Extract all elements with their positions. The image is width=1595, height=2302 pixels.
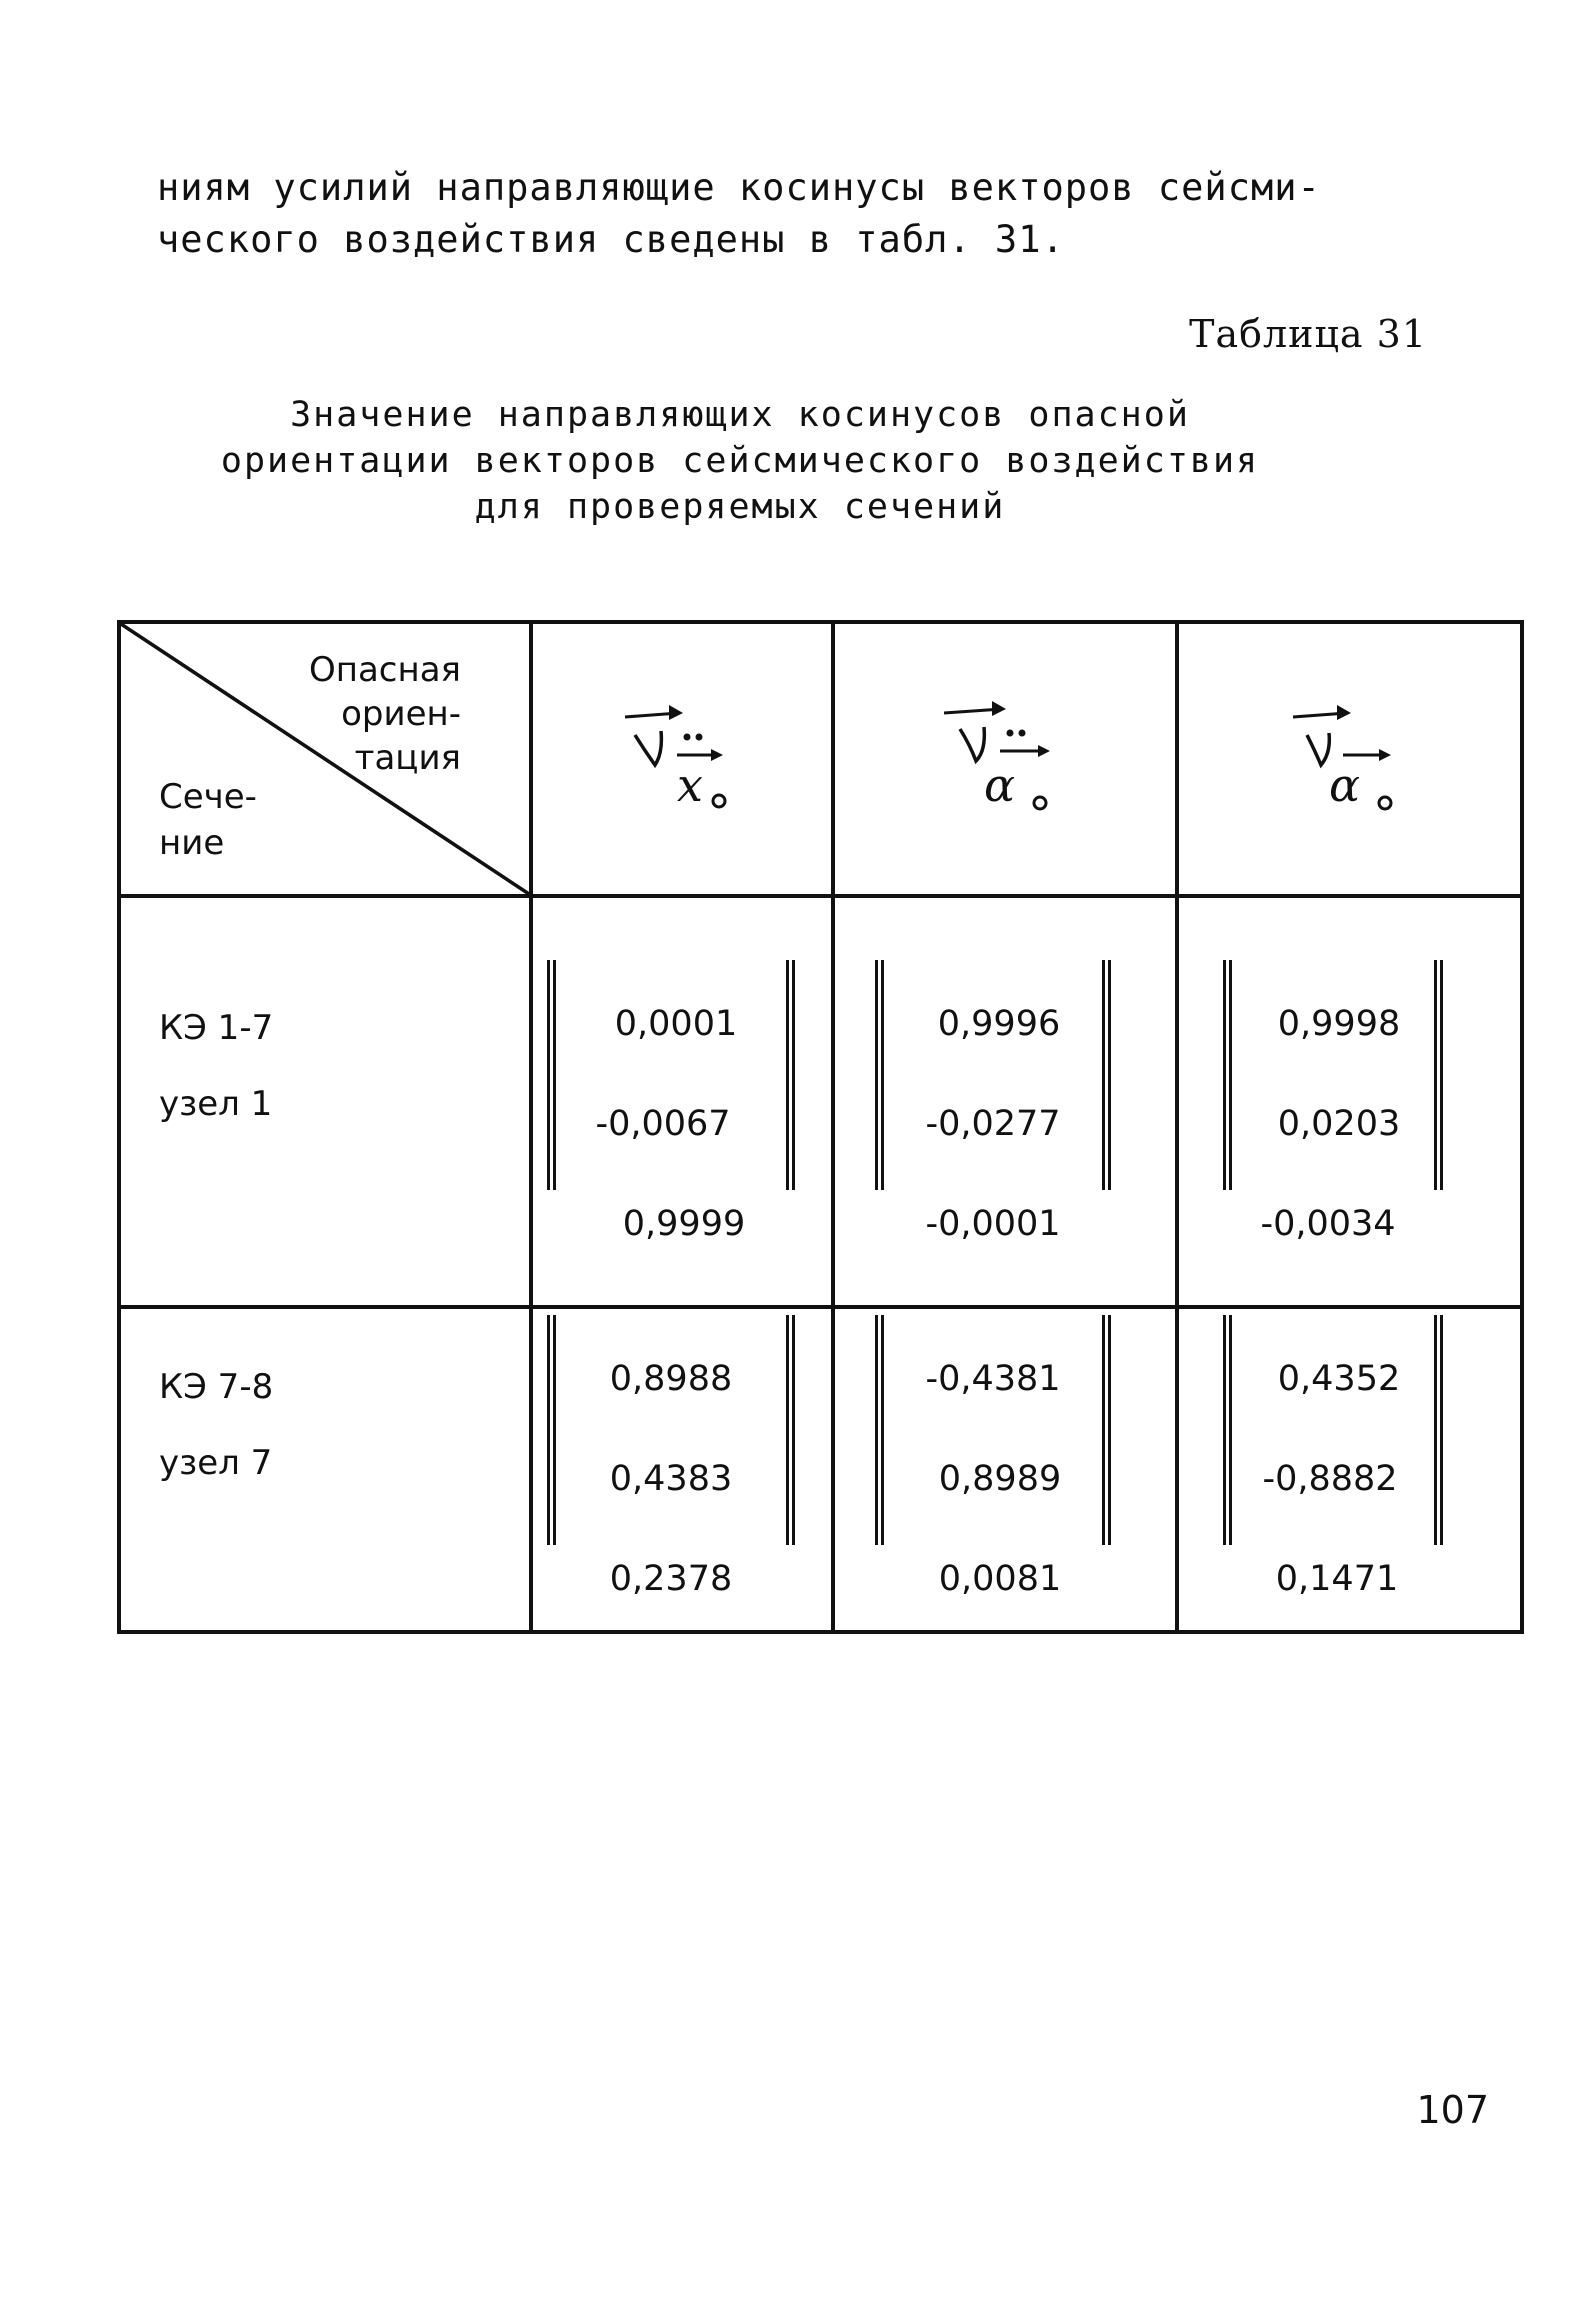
intro-line-2: ческого воздействия сведены в табл. 31. [157,218,1065,261]
cosine-matrix-cell [833,896,1177,1307]
corner-header-cell [119,622,531,896]
table-caption [140,392,1340,530]
cosine-value: 0,0081 [938,1559,1062,1600]
cosine-value: -0,0001 [925,1204,1061,1244]
vector-symbol-alpha [1179,624,1520,894]
caption-line-3: для проверяемых сечений [474,487,1006,527]
cosine-value: 0,0203 [1277,1104,1401,1144]
table-header-row [119,622,1522,896]
svg-text:x: x [677,758,703,812]
caption-line-2: ориентации векторов сейсмического воздействия [220,441,1260,481]
corner-orientation-label: Опасная ориен- тация [308,650,461,778]
cosine-matrix-cell [1177,1307,1522,1632]
cosine-matrix-cell [1177,896,1522,1307]
cosine-value: 0,9999 [622,1204,746,1244]
svg-text:α: α [1328,758,1360,812]
section-cell [119,1307,531,1632]
cosine-value: 0,8989 [938,1459,1062,1500]
direction-cosines-table [117,620,1520,1634]
section-node: узел 1 [159,1084,273,1124]
caption-line-1: Значение направляющих косинусов опасной [290,395,1190,435]
section-element: КЭ 7-8 [159,1367,274,1408]
section-node: узел 7 [159,1443,273,1484]
table-label: Таблица 31 [1189,312,1427,356]
cosine-value: 0,8988 [609,1359,733,1400]
cosine-value: -0,8882 [1262,1459,1398,1500]
vector-symbol-alpha-double-dot [835,624,1175,894]
column-header-1 [531,622,833,896]
section-element: КЭ 1-7 [159,1008,274,1048]
cosine-value: -0,0067 [595,1104,731,1144]
cosine-value: 0,2378 [609,1559,733,1600]
svg-text:α: α [984,758,1016,812]
corner-section-label: Сече- ние [159,777,257,863]
cosine-value: 0,4352 [1277,1359,1401,1400]
table-row [119,1307,1522,1632]
vector-symbol-x-double-dot [533,624,831,894]
column-header-2 [833,622,1177,896]
section-cell [119,896,531,1307]
cosine-value: 0,4383 [609,1459,733,1500]
cosine-value: -0,4381 [925,1359,1061,1400]
cosine-value: 0,0001 [614,1004,738,1044]
cosine-value: 0,9996 [937,1004,1061,1044]
cosine-value: 0,1471 [1275,1559,1399,1600]
intro-paragraph [157,162,1457,266]
cosine-matrix-cell [531,896,833,1307]
page-number: 107 [1416,2088,1489,2132]
cosine-matrix-cell [833,1307,1177,1632]
column-header-3 [1177,622,1522,896]
cosine-value: -0,0277 [925,1104,1061,1144]
intro-line-1: ниям усилий направляющие косинусы векторов сейсми- [157,166,1321,209]
cosine-value: -0,0034 [1260,1204,1396,1244]
cosine-matrix-cell [531,1307,833,1632]
table-row [119,896,1522,1307]
cosine-value: 0,9998 [1277,1004,1401,1044]
